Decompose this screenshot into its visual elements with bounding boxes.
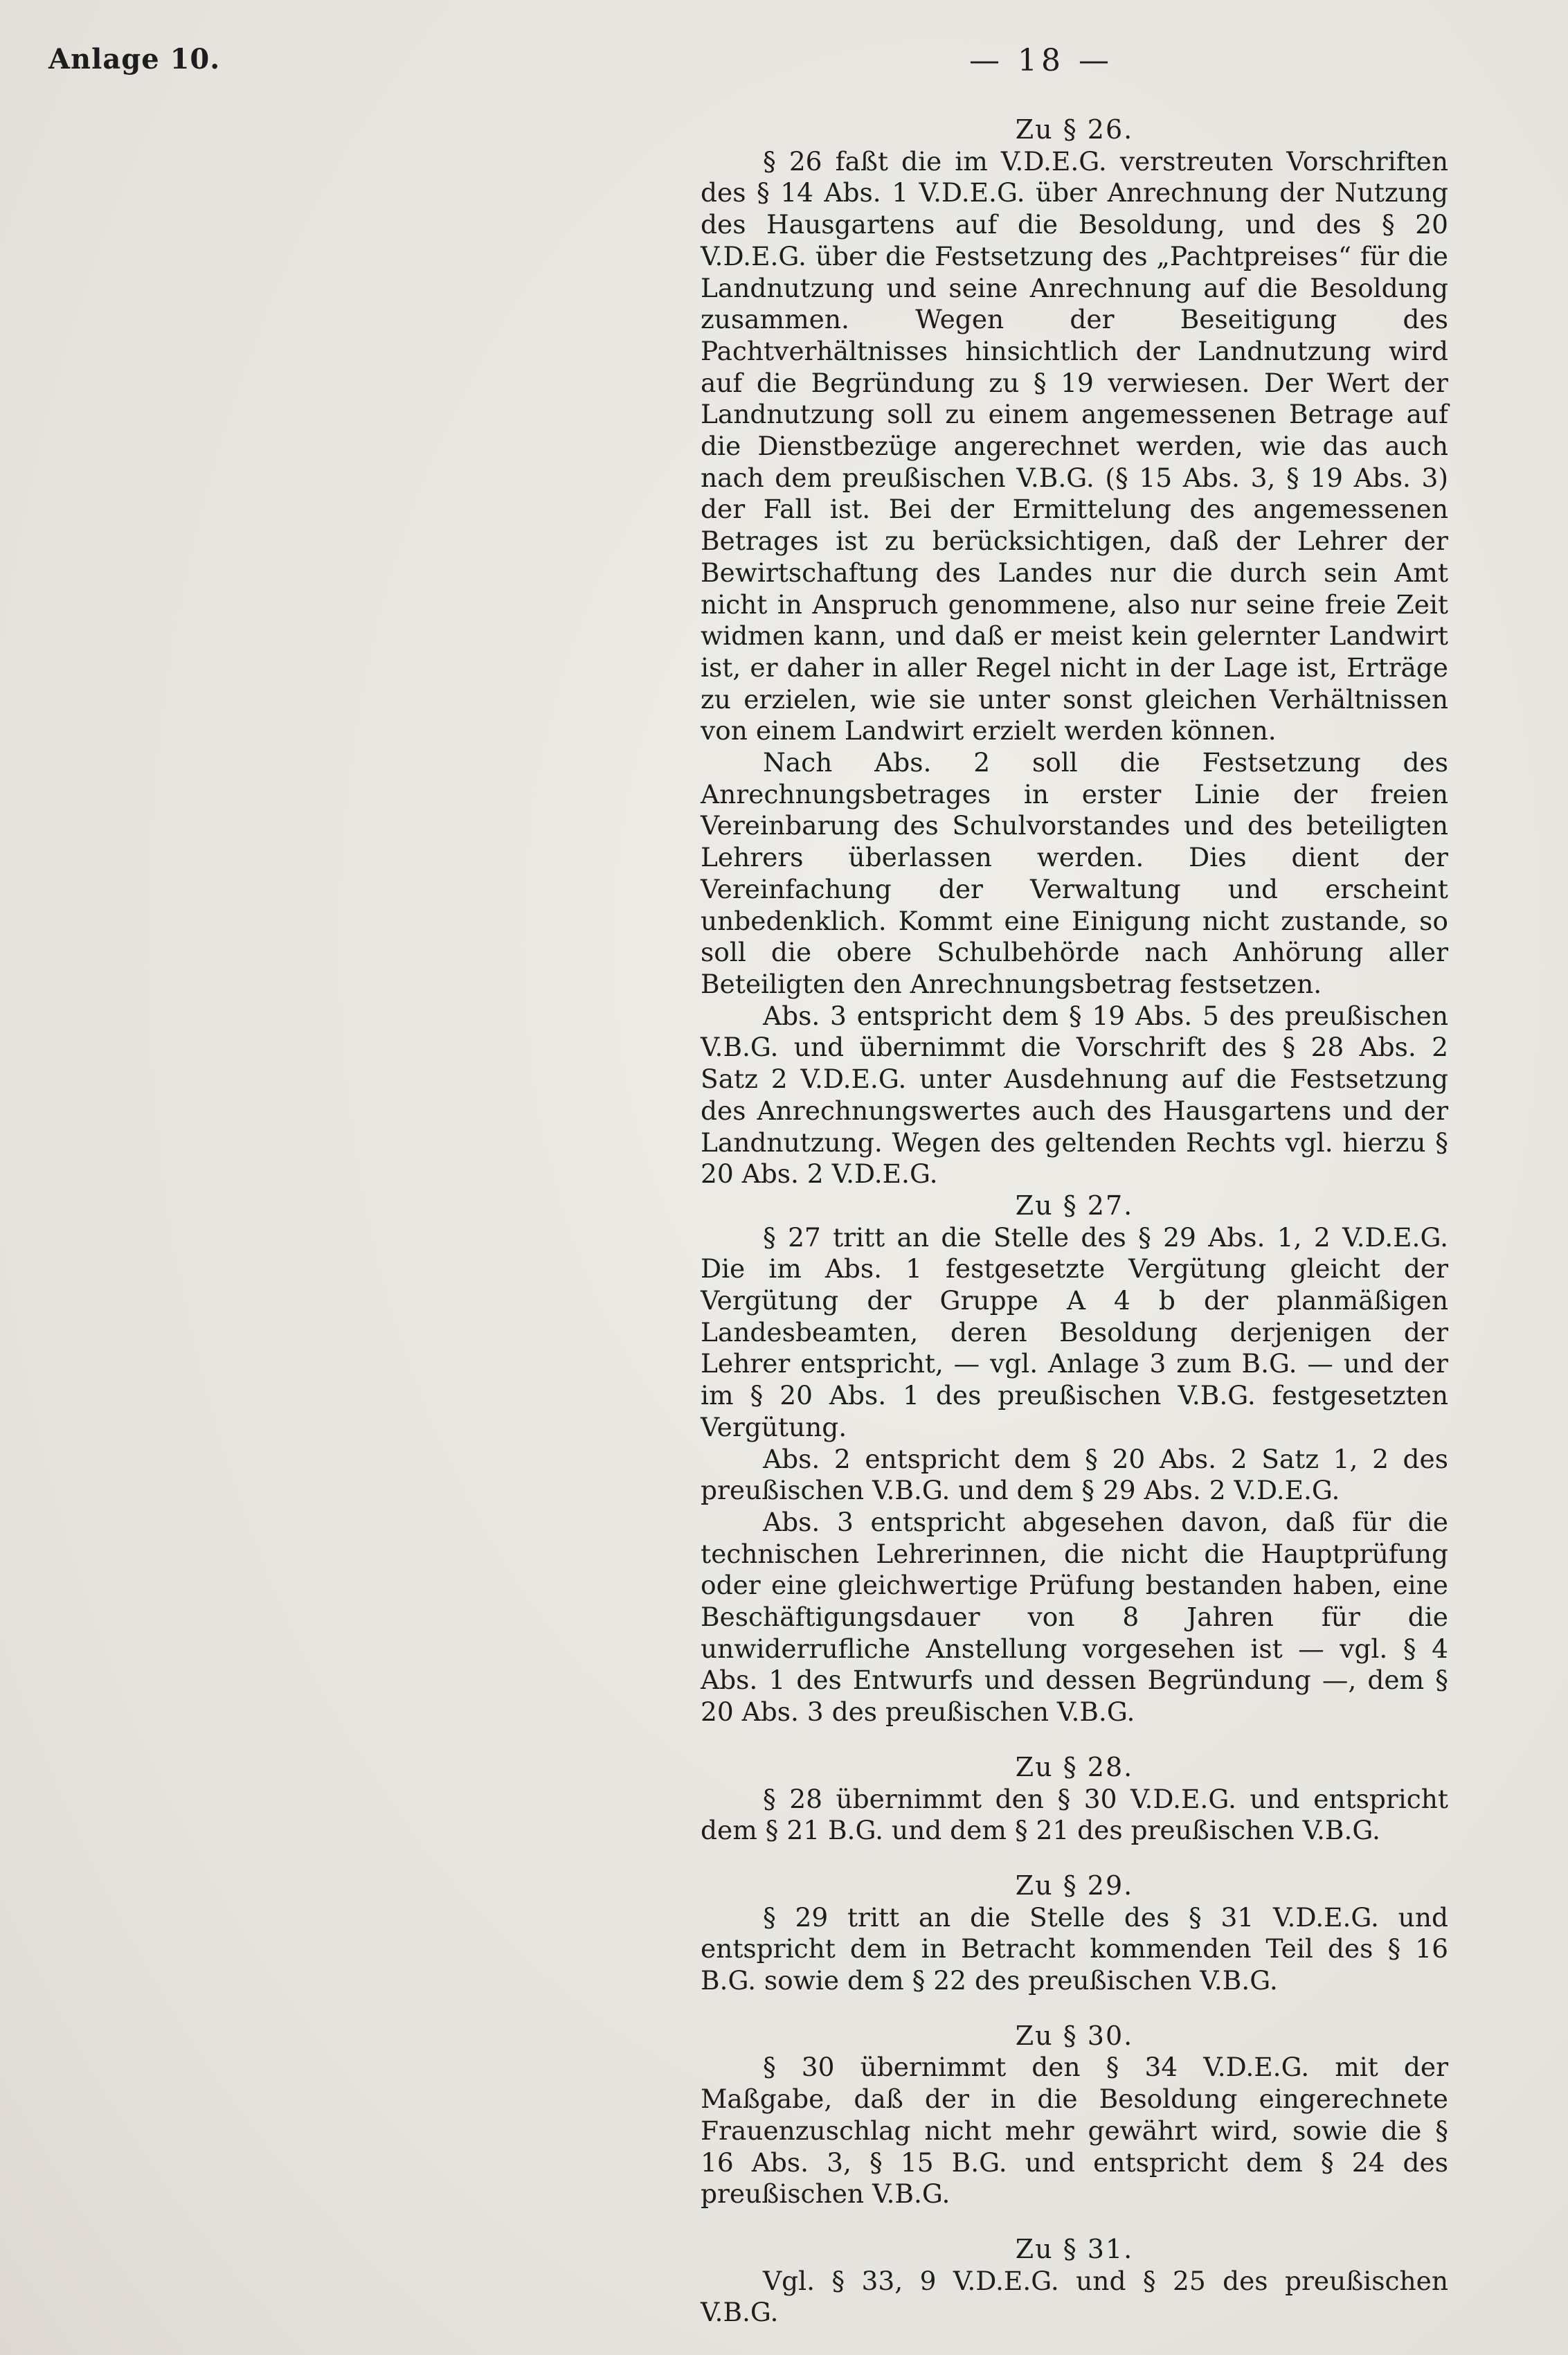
paragraph: Abs. 2 entspricht dem § 20 Abs. 2 Satz 1, 2 des preußischen V.B.G. und dem § 29 Abs. 2 V.D.E.G. [701, 1443, 1448, 1506]
section-heading: Zu § 31. [1015, 2234, 1134, 2264]
paragraph: § 26 faßt die im V.D.E.G. verstreuten Vorschriften des § 14 Abs. 1 V.D.E.G. über Anrechnung der Nutzung des Hausgartens auf die Besoldung, und des § 20 V.D.E.G. über die Festsetzung des „Pachtpreises“ für die Landnutzung und seine Anrechnung auf die Besoldung zusammen. Wegen der Beseitigung des Pachtverhältnisses hinsichtlich der Landnutzung wird auf die Begründung zu § 19 verwiesen. Der Wert der Landnutzung soll zu einem angemessenen Betrage auf die Dienstbezüge angerechnet werden, wie das auch nach dem preußischen V.B.G. (§ 15 Abs. 3, § 19 Abs. 3) der Fall ist. Bei der Ermittelung des angemessenen Betrages ist zu berücksichtigen, daß der Lehrer der Bewirtschaftung des Landes nur die durch sein Amt nicht in Anspruch genommene, also nur seine freie Zeit widmen kann, und daß er meist kein gelernter Landwirt ist, er daher in aller Regel nicht in der Lage ist, Erträge zu erzielen, wie sie unter sonst gleichen Verhältnissen von einem Landwirt erzielt werden können. [701, 145, 1448, 746]
section-28 [701, 1752, 1448, 1847]
section-heading: Zu § 29. [1015, 1870, 1134, 1901]
paragraph: Vgl. § 33, 9 V.D.E.G. und § 25 des preußischen V.B.G. [701, 2265, 1448, 2328]
section-31 [701, 2234, 1448, 2329]
paragraph: Abs. 3 entspricht dem § 19 Abs. 5 des preußischen V.B.G. und übernimmt die Vorschrift des § 28 Abs. 2 Satz 2 V.D.E.G. unter Ausdehnung auf die Festsetzung des Anrechnungswertes auch des Hausgartens und der Landnutzung. Wegen des geltenden Rechts vgl. hierzu § 20 Abs. 2 V.D.E.G. [701, 1000, 1448, 1190]
section-heading: Zu § 27. [1015, 1190, 1134, 1221]
paragraph: Abs. 3 entspricht abgesehen davon, daß für die technischen Lehrerinnen, die nicht die Hauptprüfung oder eine gleichwertige Prüfung bestanden haben, eine Beschäftigungsdauer von 8 Jahren für die unwiderrufliche Anstellung vorgesehen ist — vgl. § 4 Abs. 1 des Entwurfs und dessen Begründung —, dem § 20 Abs. 3 des preußischen V.B.G. [701, 1506, 1448, 1728]
section-26 [701, 114, 1448, 1190]
section-heading: Zu § 28. [1015, 1751, 1134, 1782]
page-number: — 18 — [969, 43, 1113, 78]
paragraph: Nach Abs. 2 soll die Festsetzung des Anrechnungsbetrages in erster Linie der freien Vereinbarung des Schulvorstandes und des beteiligten Lehrers überlassen werden. Dies dient der Vereinfachung der Verwaltung und erscheint unbedenklich. Kommt eine Einigung nicht zustande, so soll die obere Schulbehörde nach Anhörung aller Beteiligten den Anrechnungsbetrag festsetzen. [701, 747, 1448, 999]
section-heading: Zu § 30. [1015, 2020, 1134, 2051]
section-27 [701, 1190, 1448, 1728]
section-30 [701, 2021, 1448, 2210]
paragraph: § 28 übernimmt den § 30 V.D.E.G. und entspricht dem § 21 B.G. und dem § 21 des preußischen V.B.G. [701, 1783, 1448, 1846]
annex-label: Anlage 10. [48, 43, 221, 75]
text-column [701, 114, 1448, 2329]
paragraph: § 29 tritt an die Stelle des § 31 V.D.E.G. und entspricht dem in Betracht kommenden Teil des § 16 B.G. sowie dem § 22 des preußischen V.B.G. [701, 1901, 1448, 1996]
paragraph: § 27 tritt an die Stelle des § 29 Abs. 1, 2 V.D.E.G. Die im Abs. 1 festgesetzte Vergütung gleicht der Vergütung der Gruppe A 4 b der planmäßigen Landesbeamten, deren Besoldung derjenigen der Lehrer entspricht, — vgl. Anlage 3 zum B.G. — und der im § 20 Abs. 1 des preußischen V.B.G. festgesetzten Vergütung. [701, 1221, 1448, 1442]
section-heading: Zu § 26. [1015, 114, 1134, 145]
paragraph: § 30 übernimmt den § 34 V.D.E.G. mit der Maßgabe, daß der in die Besoldung eingerechnete Frauenzuschlag nicht mehr gewährt wird, sowie die § 16 Abs. 3, § 15 B.G. und entspricht dem § 24 des preußischen V.B.G. [701, 2052, 1448, 2210]
section-29 [701, 1870, 1448, 1997]
